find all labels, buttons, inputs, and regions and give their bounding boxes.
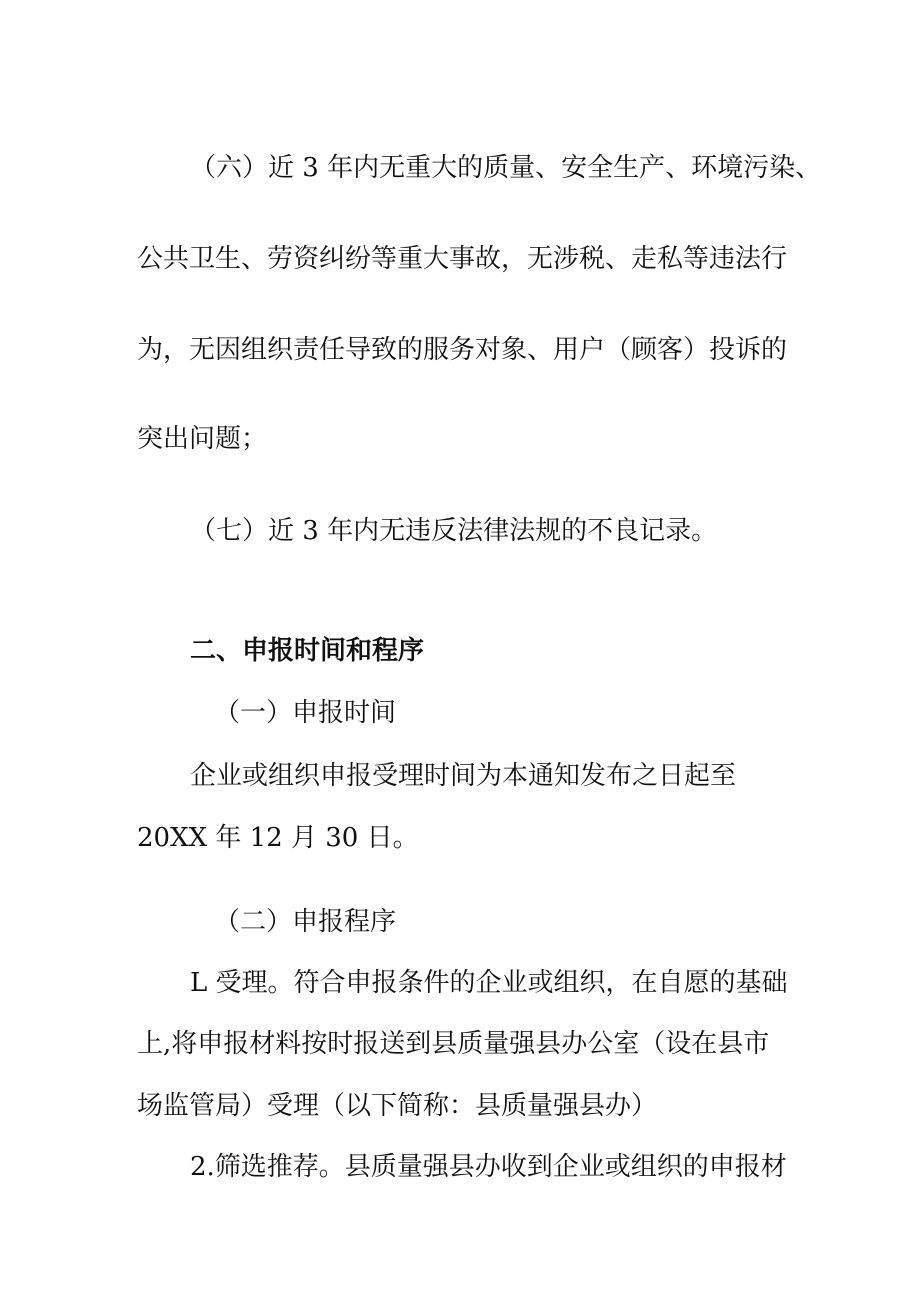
- paragraph-line: 场监管局）受理（以下简称：县质量强县办）: [137, 1091, 658, 1121]
- subsection-heading: （二）申报程序: [214, 907, 397, 937]
- paragraph-line: 上,将申报材料按时报送到县质量强县办公室（设在县市: [137, 1029, 770, 1059]
- paragraph-line: 突出问题；: [137, 424, 268, 454]
- subsection-heading: （一）申报时间: [214, 698, 397, 728]
- paragraph-line: 企业或组织申报受理时间为本通知发布之日起至: [190, 761, 737, 791]
- paragraph-line: 2.筛选推荐。县质量强县办收到企业或组织的申报材: [190, 1152, 787, 1182]
- paragraph-line: 20XX 年 12 月 30 日。: [137, 823, 419, 853]
- paragraph-line: 公共卫生、劳资纠纷等重大事故，无涉税、走私等违法行: [137, 244, 788, 274]
- section-heading: 二、申报时间和程序: [190, 636, 425, 666]
- paragraph-line: （七）近 3 年内无违反法律法规的不良记录。: [190, 516, 718, 546]
- paragraph-line: L 受理。符合申报条件的企业或组织，在自愿的基础: [190, 968, 788, 998]
- paragraph-line: 为，无因组织责任导致的服务对象、用户（顾客）投诉的: [137, 335, 788, 365]
- paragraph-line: （六）近 3 年内无重大的质量、安全生产、环境污染、: [190, 153, 822, 183]
